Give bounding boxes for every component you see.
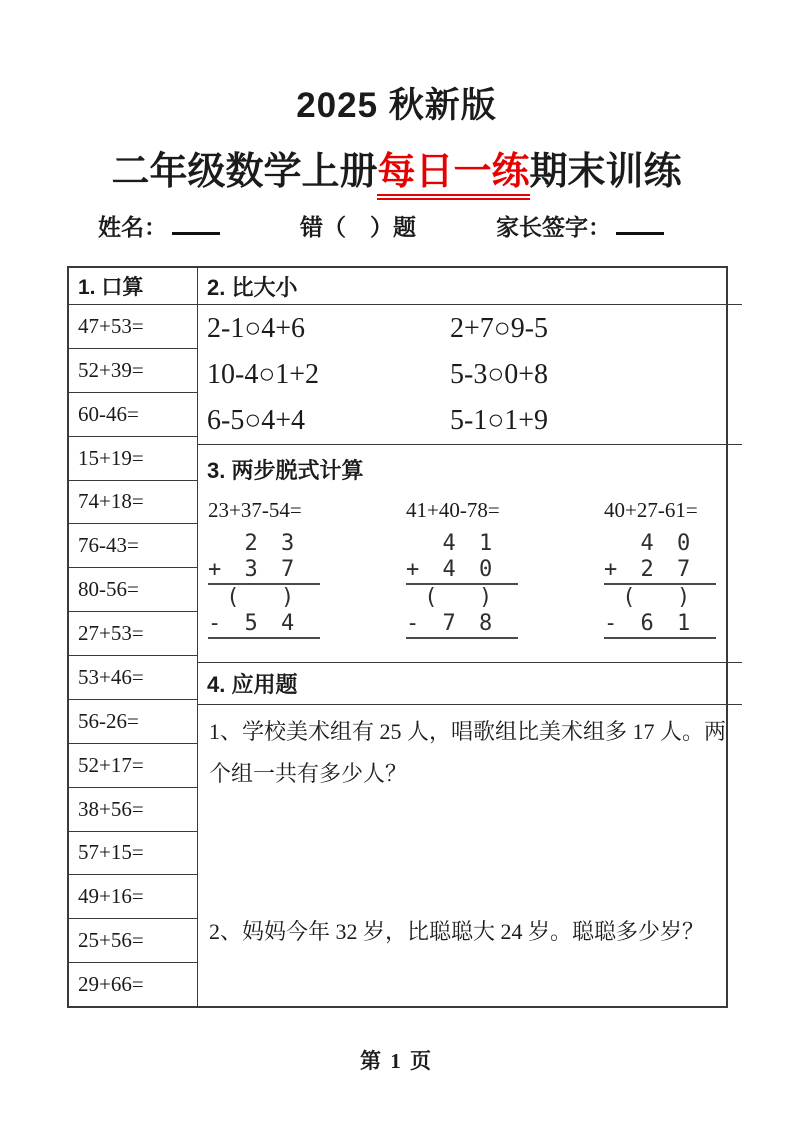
name-field [98, 207, 220, 242]
oral-problem: 25+56= [69, 919, 197, 963]
compare-row [207, 306, 742, 352]
oral-problem: 76-43= [69, 524, 197, 568]
compare-row [207, 398, 742, 444]
vertical-calc-problem: 23+37-54= [208, 498, 302, 522]
oral-math-column [69, 268, 198, 1006]
parent-sign-blank-line [616, 207, 664, 235]
wrong-count-label-pre: 错（ [300, 214, 346, 240]
vertical-calc-line: + 2 7 [604, 557, 716, 585]
name-label: 姓名： [98, 214, 167, 240]
oral-problem: 80-56= [69, 568, 197, 612]
section-4-header: 4. 应用题 [198, 663, 742, 705]
wrong-count-field [300, 209, 416, 242]
oral-problem: 27+53= [69, 612, 197, 656]
parent-sign-field [496, 207, 664, 242]
wrong-count-label-post: ）题 [370, 214, 416, 240]
compare-problem: 5-3○0+8 [450, 359, 549, 390]
vertical-calc-line: 2 3 [208, 531, 300, 556]
oral-problem: 52+17= [69, 744, 197, 788]
vertical-calc-line: + 4 0 [406, 557, 518, 585]
student-info-row [98, 207, 664, 242]
vertical-calc-line: 4 1 [406, 531, 498, 556]
page-title: 2025 秋新版 [296, 86, 497, 125]
vertical-calc-line: ( ) [604, 585, 696, 610]
word-problem-1: 1、学校美术组有 25 人，唱歌组比美术组多 17 人。两个组一共有多少人？ [209, 719, 727, 786]
oral-problem: 47+53= [69, 305, 197, 349]
oral-problem: 56-26= [69, 700, 197, 744]
twostep-section [198, 445, 742, 663]
oral-problem: 52+39= [69, 349, 197, 393]
compare-section [198, 305, 742, 445]
compare-problem: 2+7○9-5 [450, 313, 549, 344]
subtitle-pre: 二年级数学上册 [111, 151, 378, 193]
vertical-calc-line: ( ) [406, 585, 498, 610]
page-number-suffix: 页 [410, 1049, 433, 1073]
section-1-header: 1. 口算 [69, 268, 197, 305]
compare-problem: 6-5○4+4 [207, 405, 306, 436]
oral-problem: 57+15= [69, 832, 197, 876]
section-2-header: 2. 比大小 [198, 268, 742, 305]
vertical-calc-line: + 3 7 [208, 557, 320, 585]
section-3-header: 3. 两步脱式计算 [207, 458, 364, 483]
compare-problem: 10-4○1+2 [207, 359, 320, 390]
vertical-calc-line: ( ) [208, 585, 300, 610]
worksheet-table [67, 266, 728, 1008]
vertical-calc-line: - 6 1 [604, 611, 716, 639]
vertical-calc-block [604, 498, 742, 639]
vertical-calc-row [198, 498, 742, 639]
vertical-calc-problem: 40+27-61= [604, 498, 698, 522]
oral-problem: 38+56= [69, 788, 197, 832]
oral-problem: 74+18= [69, 481, 197, 525]
page-number [0, 1045, 793, 1075]
subtitle-highlight: 每日一练 [377, 151, 529, 200]
compare-problem: 2-1○4+6 [207, 313, 306, 344]
word-problem-2: 2、妈妈今年 32 岁，比聪聪大 24 岁。聪聪多少岁？ [209, 919, 705, 944]
parent-sign-label: 家长签字： [496, 214, 611, 240]
compare-problem: 5-1○1+9 [450, 405, 549, 436]
oral-problem: 49+16= [69, 875, 197, 919]
page-number-value: 1 [390, 1049, 403, 1073]
vertical-calc-block [406, 498, 544, 639]
subtitle-post: 期末训练 [529, 151, 682, 193]
word-problems-section [198, 705, 742, 1006]
name-blank-line [172, 207, 220, 235]
vertical-calc-problem: 41+40-78= [406, 498, 500, 522]
vertical-calc-line: 4 0 [604, 531, 696, 556]
vertical-calc-block [208, 498, 346, 639]
page-number-prefix: 第 [360, 1049, 383, 1073]
oral-problem: 53+46= [69, 656, 197, 700]
oral-problem: 29+66= [78, 972, 144, 997]
oral-problem: 15+19= [69, 437, 197, 481]
page-subtitle [0, 140, 793, 195]
right-column [198, 268, 742, 1006]
vertical-calc-line: - 5 4 [208, 611, 320, 639]
vertical-calc-line: - 7 8 [406, 611, 518, 639]
oral-problem: 60-46= [69, 393, 197, 437]
compare-row [207, 352, 742, 398]
